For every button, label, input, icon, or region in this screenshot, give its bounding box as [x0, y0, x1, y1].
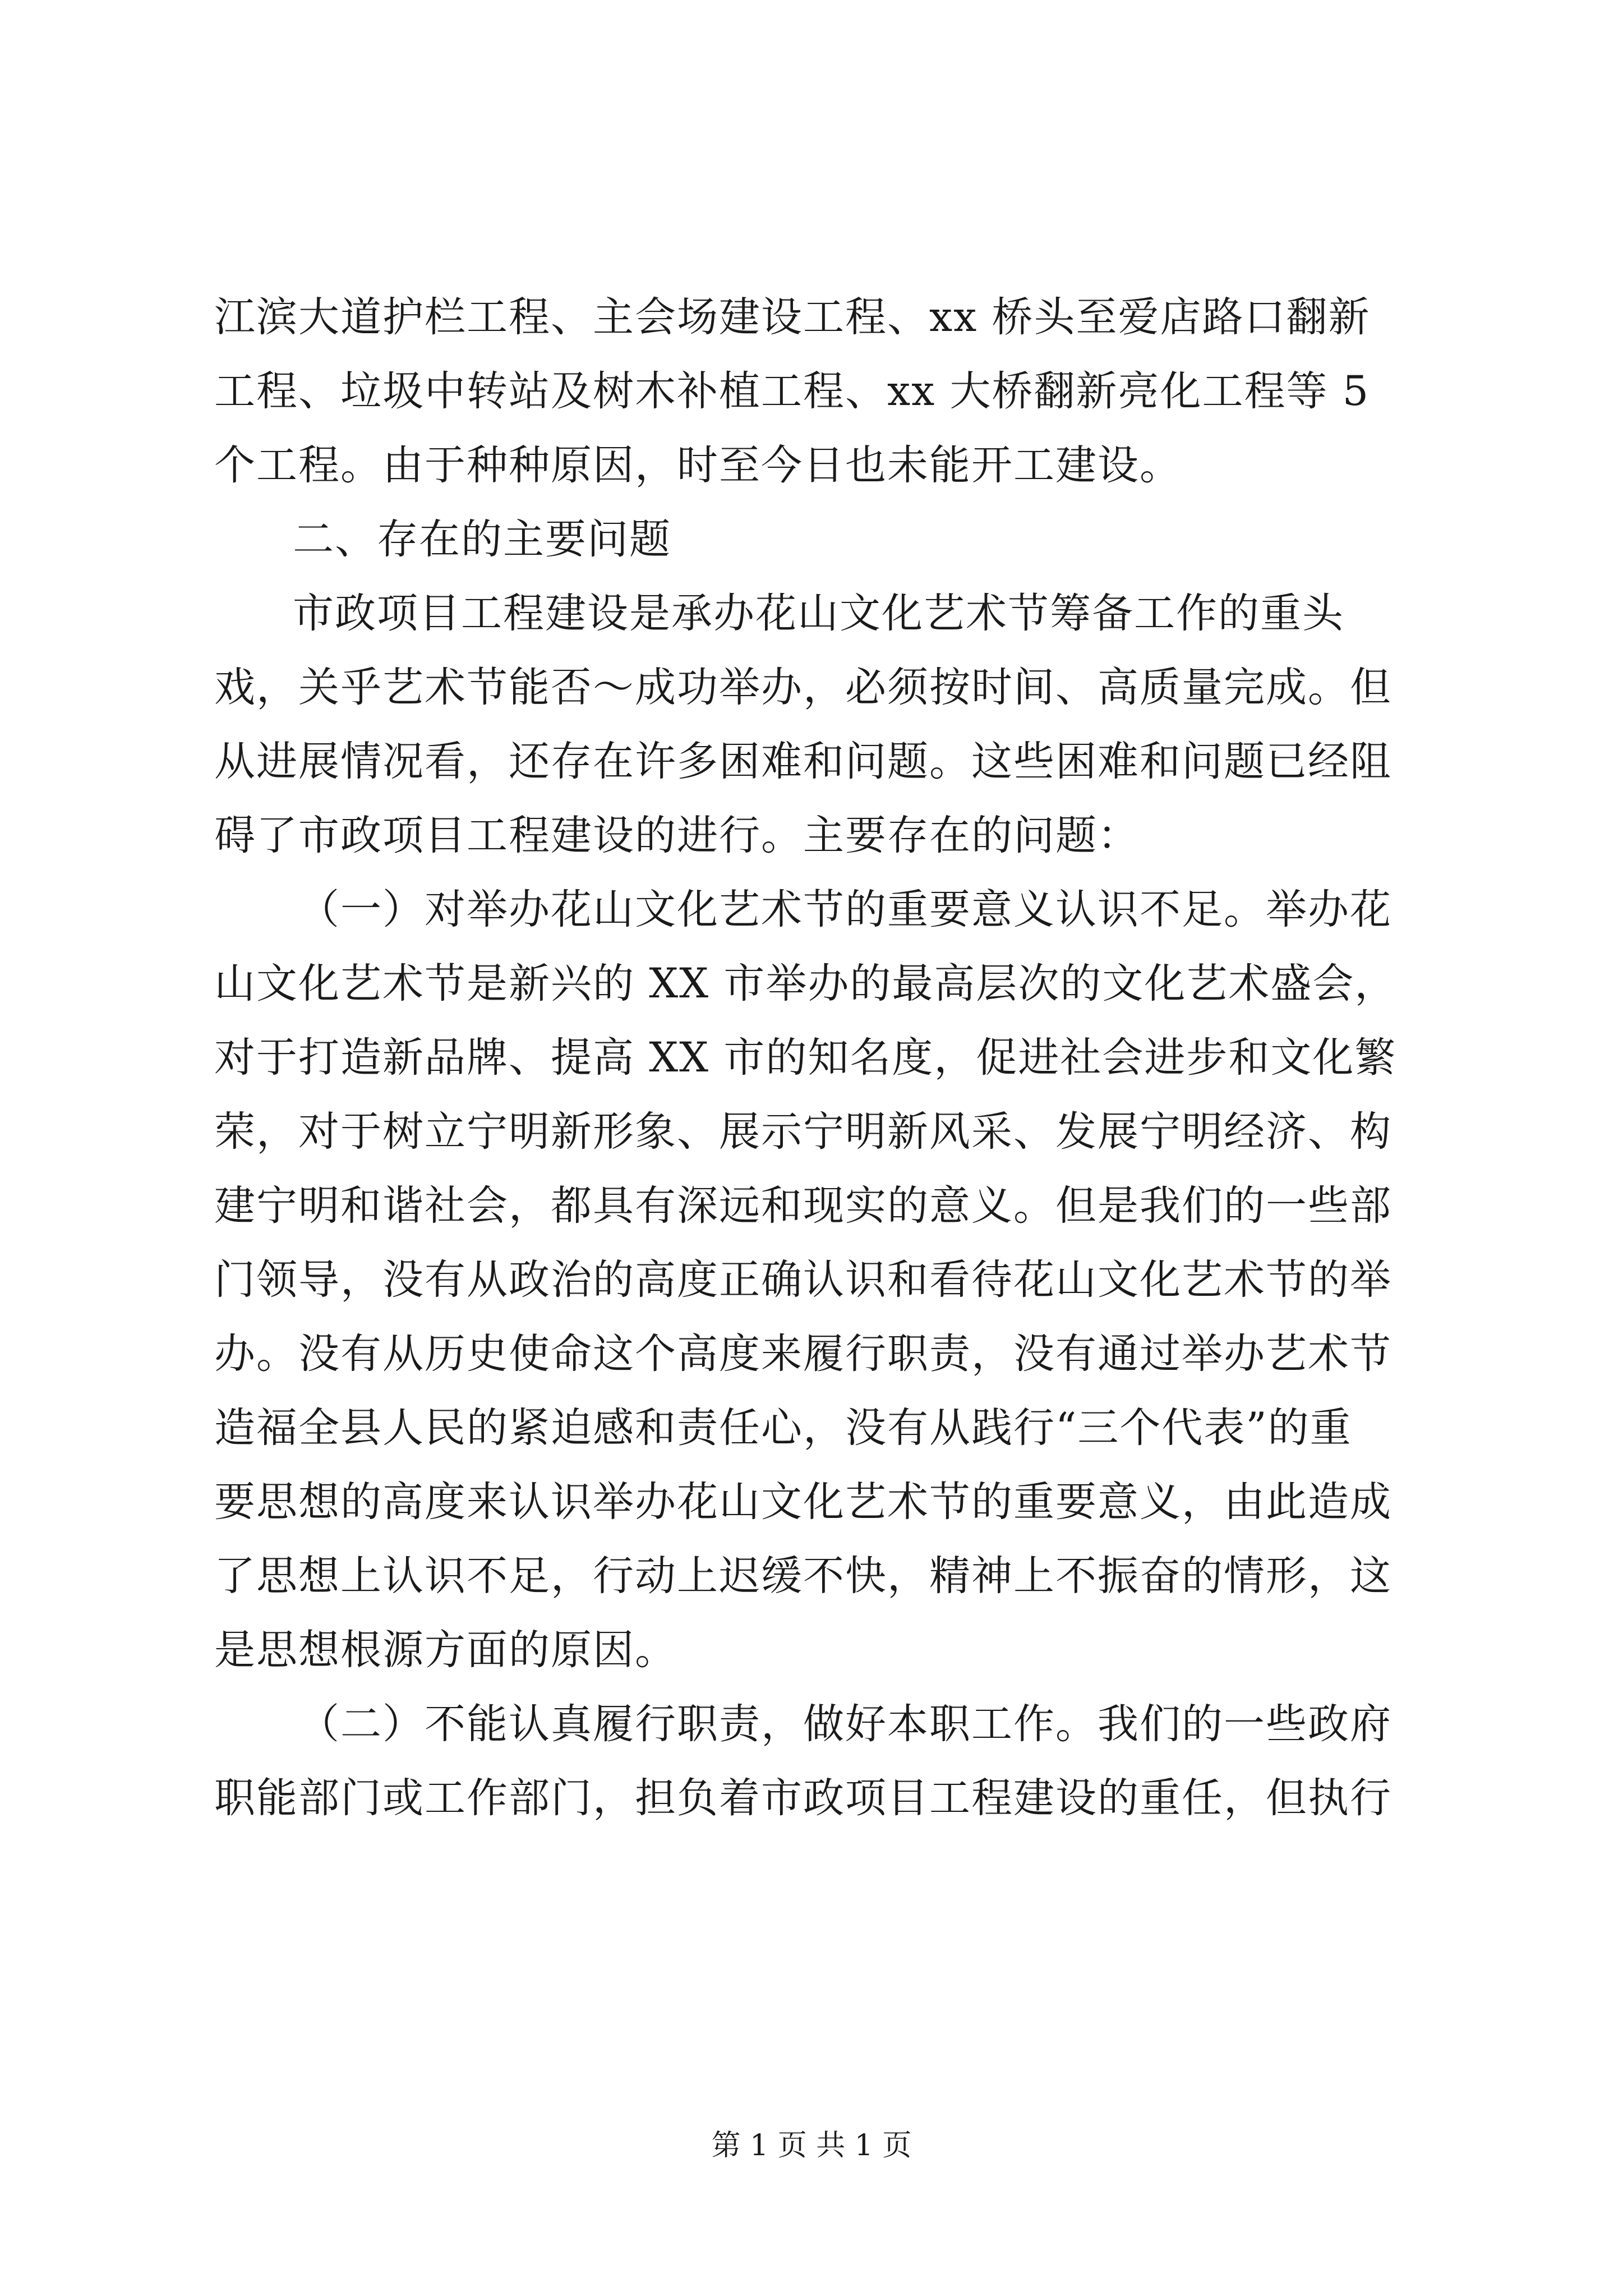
- text-line: 职能部门或工作部门，担负着市政项目工程建设的重任，但执行: [214, 1774, 1392, 1822]
- page-number-label: 第 1 页 共 1 页: [711, 2129, 912, 2162]
- page-footer: [0, 2126, 1623, 2165]
- text-line: 山文化艺术节是新兴的 XX 市举办的最高层次的文化艺术盛会，: [214, 960, 1397, 1007]
- text-line: 了思想上认识不足，行动上迟缓不快，精神上不振奋的情形，这: [214, 1552, 1392, 1600]
- text-line: 对于打造新品牌、提高 XX 市的知名度，促进社会进步和文化繁: [214, 1034, 1397, 1082]
- section-heading: 二、存在的主要问题: [293, 516, 671, 563]
- text-line: 要思想的高度来认识举办花山文化艺术节的重要意义，由此造成: [214, 1478, 1392, 1526]
- text-line: 江滨大道护栏工程、主会场建设工程、xx 桥头至爱店路口翻新: [214, 293, 1371, 341]
- text-line: 门领导，没有从政治的高度正确认识和看待花山文化艺术节的举: [214, 1256, 1392, 1304]
- text-line: 是思想根源方面的原因。: [214, 1626, 677, 1674]
- text-line: 办。没有从历史使命这个高度来履行职责，没有通过举办艺术节: [214, 1330, 1392, 1378]
- subsection-line: （一）对举办花山文化艺术节的重要意义认识不足。举办花: [298, 886, 1392, 933]
- text-line: 造福全县人民的紧迫感和责任心，没有从践行“三个代表”的重: [214, 1404, 1352, 1452]
- text-line: 市政项目工程建设是承办花山文化艺术节筹备工作的重头: [293, 590, 1344, 637]
- subsection-line: （二）不能认真履行职责，做好本职工作。我们的一些政府: [298, 1700, 1392, 1748]
- text-line: 荣，对于树立宁明新形象、展示宁明新风采、发展宁明经济、构: [214, 1108, 1392, 1156]
- text-line: 建宁明和谐社会，都具有深远和现实的意义。但是我们的一些部: [214, 1182, 1392, 1230]
- text-line: 个工程。由于种种原因，时至今日也未能开工建设。: [214, 441, 1182, 489]
- text-line: 碍了市政项目工程建设的进行。主要存在的问题：: [214, 812, 1140, 859]
- document-body: [214, 280, 1420, 1835]
- text-line: 戏，关乎艺术节能否～成功举办，必须按时间、高质量完成。但: [214, 664, 1392, 711]
- text-line: 从进展情况看，还存在许多困难和问题。这些困难和问题已经阻: [214, 738, 1392, 785]
- text-line: 工程、垃圾中转站及树木补植工程、xx 大桥翻新亮化工程等 5: [214, 367, 1370, 415]
